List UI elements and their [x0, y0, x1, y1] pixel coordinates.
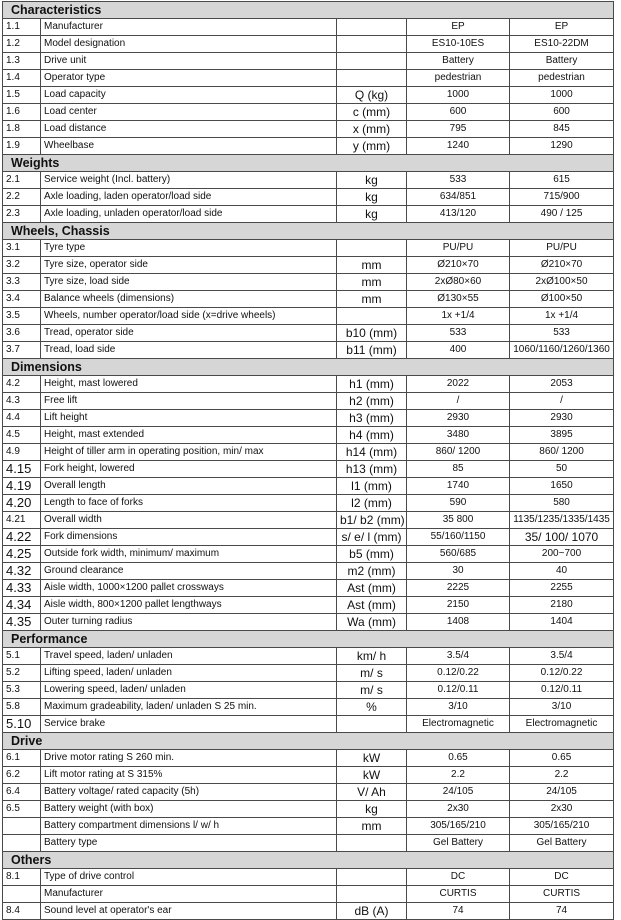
value-es10-10es: 2150: [407, 597, 510, 614]
spec-row: [3, 512, 614, 529]
row-number: 2.3: [3, 206, 41, 223]
row-number: 4.19: [3, 478, 41, 495]
row-number: 3.3: [3, 274, 41, 291]
row-number: [3, 886, 41, 903]
row-unit: h1 (mm): [337, 376, 407, 393]
row-description: Battery weight (with box): [41, 801, 337, 818]
value-es10-10es: 590: [407, 495, 510, 512]
row-unit: [337, 886, 407, 903]
value-es10-10es: 533: [407, 172, 510, 189]
row-number: 5.8: [3, 699, 41, 716]
row-number: 4.4: [3, 410, 41, 427]
row-number: 8.4: [3, 903, 41, 920]
row-description: Free lift: [41, 393, 337, 410]
row-description: Axle loading, laden operator/load side: [41, 189, 337, 206]
row-unit: l1 (mm): [337, 478, 407, 495]
value-es10-22dm: 3895: [510, 427, 614, 444]
row-unit: Q (kg): [337, 87, 407, 104]
row-description: Axle loading, unladen operator/load side: [41, 206, 337, 223]
value-es10-10es: Electromagnetic: [407, 716, 510, 733]
spec-row: [3, 665, 614, 682]
row-description: Lowering speed, laden/ unladen: [41, 682, 337, 699]
row-description: Balance wheels (dimensions): [41, 291, 337, 308]
row-number: 6.5: [3, 801, 41, 818]
spec-row: [3, 818, 614, 835]
value-es10-22dm: 1135/1235/1335/1435: [510, 512, 614, 529]
spec-row: [3, 53, 614, 70]
spec-row: [3, 546, 614, 563]
section-header: [3, 733, 614, 750]
value-es10-10es: 600: [407, 104, 510, 121]
row-unit: [337, 36, 407, 53]
value-es10-22dm: 1x +1/4: [510, 308, 614, 325]
row-description: Model designation: [41, 36, 337, 53]
spec-row: [3, 257, 614, 274]
row-unit: h2 (mm): [337, 393, 407, 410]
row-number: [3, 835, 41, 852]
value-es10-10es: Battery: [407, 53, 510, 70]
row-unit: [337, 240, 407, 257]
value-es10-10es: 3480: [407, 427, 510, 444]
row-number: 1.9: [3, 138, 41, 155]
spec-table: [2, 1, 614, 920]
section-title: Dimensions: [3, 359, 614, 376]
row-unit: kW: [337, 750, 407, 767]
row-description: Tyre type: [41, 240, 337, 257]
spec-row: [3, 427, 614, 444]
value-es10-10es: 413/120: [407, 206, 510, 223]
row-unit: h3 (mm): [337, 410, 407, 427]
section-title: Characteristics: [3, 2, 614, 19]
row-description: Height, mast extended: [41, 427, 337, 444]
value-es10-22dm: 40: [510, 563, 614, 580]
value-es10-22dm: 305/165/210: [510, 818, 614, 835]
section-header: [3, 631, 614, 648]
row-description: Service weight (Incl. battery): [41, 172, 337, 189]
row-description: Fork height, lowered: [41, 461, 337, 478]
spec-row: [3, 580, 614, 597]
row-number: 1.8: [3, 121, 41, 138]
section-title: Weights: [3, 155, 614, 172]
row-unit: m/ s: [337, 682, 407, 699]
row-number: 4.25: [3, 546, 41, 563]
value-es10-22dm: 1650: [510, 478, 614, 495]
row-number: 1.6: [3, 104, 41, 121]
row-unit: [337, 835, 407, 852]
value-es10-22dm: 2255: [510, 580, 614, 597]
value-es10-10es: 533: [407, 325, 510, 342]
row-description: Outer turning radius: [41, 614, 337, 631]
row-description: Ground clearance: [41, 563, 337, 580]
row-unit: kg: [337, 801, 407, 818]
spec-row: [3, 801, 614, 818]
value-es10-22dm: Ø210×70: [510, 257, 614, 274]
spec-row: [3, 597, 614, 614]
row-unit: mm: [337, 818, 407, 835]
spec-sheet: [2, 1, 613, 920]
row-number: 3.5: [3, 308, 41, 325]
row-number: 4.21: [3, 512, 41, 529]
spec-row: [3, 750, 614, 767]
row-number: 1.1: [3, 19, 41, 36]
value-es10-22dm: Battery: [510, 53, 614, 70]
value-es10-10es: 0.12/0.22: [407, 665, 510, 682]
row-description: Tyre size, operator side: [41, 257, 337, 274]
section-title: Performance: [3, 631, 614, 648]
row-unit: mm: [337, 257, 407, 274]
spec-row: [3, 376, 614, 393]
value-es10-10es: EP: [407, 19, 510, 36]
spec-row: [3, 478, 614, 495]
row-unit: Ast (mm): [337, 597, 407, 614]
row-unit: [337, 716, 407, 733]
value-es10-22dm: 24/105: [510, 784, 614, 801]
row-number: 4.33: [3, 580, 41, 597]
value-es10-22dm: 50: [510, 461, 614, 478]
spec-row: [3, 19, 614, 36]
spec-row: [3, 784, 614, 801]
row-unit: kg: [337, 189, 407, 206]
row-unit: h14 (mm): [337, 444, 407, 461]
row-description: Operator type: [41, 70, 337, 87]
value-es10-10es: 85: [407, 461, 510, 478]
spec-row: [3, 716, 614, 733]
row-description: Lift motor rating at S 315%: [41, 767, 337, 784]
row-unit: kg: [337, 206, 407, 223]
value-es10-10es: 560/685: [407, 546, 510, 563]
value-es10-22dm: 715/900: [510, 189, 614, 206]
value-es10-10es: Ø210×70: [407, 257, 510, 274]
row-unit: %: [337, 699, 407, 716]
row-description: Load center: [41, 104, 337, 121]
value-es10-10es: DC: [407, 869, 510, 886]
spec-row: [3, 835, 614, 852]
value-es10-22dm: 0.65: [510, 750, 614, 767]
value-es10-22dm: 1000: [510, 87, 614, 104]
row-description: Battery compartment dimensions l/ w/ h: [41, 818, 337, 835]
row-unit: mm: [337, 274, 407, 291]
value-es10-22dm: 1060/1160/1260/1360: [510, 342, 614, 359]
row-unit: b5 (mm): [337, 546, 407, 563]
spec-row: [3, 104, 614, 121]
row-description: Tread, operator side: [41, 325, 337, 342]
value-es10-10es: 0.65: [407, 750, 510, 767]
value-es10-22dm: 35/ 100/ 1070: [510, 529, 614, 546]
value-es10-22dm: 1290: [510, 138, 614, 155]
row-unit: y (mm): [337, 138, 407, 155]
row-number: 3.4: [3, 291, 41, 308]
row-description: Drive unit: [41, 53, 337, 70]
value-es10-10es: 35 800: [407, 512, 510, 529]
row-description: Outside fork width, minimum/ maximum: [41, 546, 337, 563]
value-es10-22dm: 0.12/0.22: [510, 665, 614, 682]
row-unit: m2 (mm): [337, 563, 407, 580]
value-es10-10es: ES10-10ES: [407, 36, 510, 53]
value-es10-10es: 1000: [407, 87, 510, 104]
row-number: 4.20: [3, 495, 41, 512]
spec-row: [3, 325, 614, 342]
row-unit: s/ e/ l (mm): [337, 529, 407, 546]
value-es10-22dm: CURTIS: [510, 886, 614, 903]
row-unit: [337, 869, 407, 886]
row-description: Lifting speed, laden/ unladen: [41, 665, 337, 682]
value-es10-22dm: 0.12/0.11: [510, 682, 614, 699]
value-es10-22dm: 2xØ100×50: [510, 274, 614, 291]
value-es10-22dm: 3/10: [510, 699, 614, 716]
value-es10-10es: 2x30: [407, 801, 510, 818]
value-es10-22dm: 2.2: [510, 767, 614, 784]
value-es10-22dm: Gel Battery: [510, 835, 614, 852]
value-es10-10es: Gel Battery: [407, 835, 510, 852]
row-unit: V/ Ah: [337, 784, 407, 801]
spec-row: [3, 308, 614, 325]
row-description: Maximum gradeability, laden/ unladen S 25 min.: [41, 699, 337, 716]
spec-row: [3, 410, 614, 427]
value-es10-22dm: 860/ 1200: [510, 444, 614, 461]
row-description: Load distance: [41, 121, 337, 138]
row-description: Lift height: [41, 410, 337, 427]
row-unit: [337, 308, 407, 325]
row-description: Aisle width, 1000×1200 pallet crossways: [41, 580, 337, 597]
value-es10-10es: Ø130×55: [407, 291, 510, 308]
row-number: 8.1: [3, 869, 41, 886]
row-unit: [337, 70, 407, 87]
row-unit: km/ h: [337, 648, 407, 665]
row-number: 5.3: [3, 682, 41, 699]
value-es10-10es: 2.2: [407, 767, 510, 784]
row-unit: kW: [337, 767, 407, 784]
spec-row: [3, 767, 614, 784]
value-es10-10es: 3.5/4: [407, 648, 510, 665]
value-es10-10es: 3/10: [407, 699, 510, 716]
row-unit: b1/ b2 (mm): [337, 512, 407, 529]
value-es10-10es: PU/PU: [407, 240, 510, 257]
row-number: [3, 818, 41, 835]
value-es10-10es: 305/165/210: [407, 818, 510, 835]
row-number: 4.22: [3, 529, 41, 546]
value-es10-22dm: 533: [510, 325, 614, 342]
value-es10-10es: 634/851: [407, 189, 510, 206]
spec-row: [3, 903, 614, 920]
value-es10-22dm: EP: [510, 19, 614, 36]
spec-table-body: [3, 2, 614, 920]
row-number: 4.15: [3, 461, 41, 478]
row-number: 1.4: [3, 70, 41, 87]
row-number: 2.1: [3, 172, 41, 189]
row-number: 6.2: [3, 767, 41, 784]
value-es10-10es: pedestrian: [407, 70, 510, 87]
row-number: 4.5: [3, 427, 41, 444]
row-description: Tyre size, load side: [41, 274, 337, 291]
value-es10-22dm: 845: [510, 121, 614, 138]
spec-row: [3, 87, 614, 104]
value-es10-10es: 1240: [407, 138, 510, 155]
value-es10-22dm: pedestrian: [510, 70, 614, 87]
spec-row: [3, 886, 614, 903]
section-header: [3, 359, 614, 376]
row-unit: dB (A): [337, 903, 407, 920]
row-description: Battery type: [41, 835, 337, 852]
spec-row: [3, 291, 614, 308]
row-description: Drive motor rating S 260 min.: [41, 750, 337, 767]
row-unit: mm: [337, 291, 407, 308]
row-description: Height of tiller arm in operating position, min/ max: [41, 444, 337, 461]
value-es10-10es: 400: [407, 342, 510, 359]
spec-row: [3, 461, 614, 478]
row-description: Manufacturer: [41, 19, 337, 36]
row-number: 6.1: [3, 750, 41, 767]
row-description: Wheelbase: [41, 138, 337, 155]
spec-row: [3, 172, 614, 189]
spec-row: [3, 869, 614, 886]
value-es10-10es: 24/105: [407, 784, 510, 801]
value-es10-22dm: 2930: [510, 410, 614, 427]
row-unit: Ast (mm): [337, 580, 407, 597]
row-unit: x (mm): [337, 121, 407, 138]
spec-row: [3, 138, 614, 155]
spec-row: [3, 614, 614, 631]
row-unit: b11 (mm): [337, 342, 407, 359]
value-es10-22dm: ES10-22DM: [510, 36, 614, 53]
row-description: Length to face of forks: [41, 495, 337, 512]
row-number: 3.6: [3, 325, 41, 342]
row-description: Overall length: [41, 478, 337, 495]
spec-row: [3, 495, 614, 512]
value-es10-22dm: 3.5/4: [510, 648, 614, 665]
value-es10-22dm: 2053: [510, 376, 614, 393]
row-number: 1.5: [3, 87, 41, 104]
value-es10-10es: 0.12/0.11: [407, 682, 510, 699]
value-es10-10es: 1x +1/4: [407, 308, 510, 325]
row-description: Tread, load side: [41, 342, 337, 359]
value-es10-10es: 2022: [407, 376, 510, 393]
value-es10-22dm: 615: [510, 172, 614, 189]
value-es10-22dm: 1404: [510, 614, 614, 631]
value-es10-10es: CURTIS: [407, 886, 510, 903]
value-es10-10es: 860/ 1200: [407, 444, 510, 461]
section-title: Wheels, Chassis: [3, 223, 614, 240]
row-unit: [337, 19, 407, 36]
spec-row: [3, 529, 614, 546]
value-es10-22dm: PU/PU: [510, 240, 614, 257]
spec-row: [3, 699, 614, 716]
row-description: Load capacity: [41, 87, 337, 104]
row-unit: c (mm): [337, 104, 407, 121]
section-title: Others: [3, 852, 614, 869]
row-description: Fork dimensions: [41, 529, 337, 546]
row-description: Sound level at operator's ear: [41, 903, 337, 920]
spec-row: [3, 240, 614, 257]
spec-row: [3, 444, 614, 461]
value-es10-10es: 2xØ80×60: [407, 274, 510, 291]
row-unit: h4 (mm): [337, 427, 407, 444]
value-es10-10es: 74: [407, 903, 510, 920]
value-es10-22dm: 600: [510, 104, 614, 121]
value-es10-10es: 2225: [407, 580, 510, 597]
value-es10-10es: 2930: [407, 410, 510, 427]
row-number: 2.2: [3, 189, 41, 206]
row-unit: Wa (mm): [337, 614, 407, 631]
row-number: 4.2: [3, 376, 41, 393]
value-es10-10es: /: [407, 393, 510, 410]
row-number: 4.35: [3, 614, 41, 631]
value-es10-22dm: Electromagnetic: [510, 716, 614, 733]
section-header: [3, 2, 614, 19]
row-number: 4.9: [3, 444, 41, 461]
value-es10-22dm: DC: [510, 869, 614, 886]
spec-row: [3, 70, 614, 87]
row-number: 1.2: [3, 36, 41, 53]
value-es10-22dm: 580: [510, 495, 614, 512]
spec-row: [3, 563, 614, 580]
row-number: 1.3: [3, 53, 41, 70]
row-number: 5.1: [3, 648, 41, 665]
section-header: [3, 852, 614, 869]
value-es10-22dm: Ø100×50: [510, 291, 614, 308]
spec-row: [3, 36, 614, 53]
spec-row: [3, 274, 614, 291]
row-unit: [337, 53, 407, 70]
row-unit: h13 (mm): [337, 461, 407, 478]
value-es10-22dm: /: [510, 393, 614, 410]
section-header: [3, 155, 614, 172]
row-description: Height, mast lowered: [41, 376, 337, 393]
spec-row: [3, 682, 614, 699]
row-description: Manufacturer: [41, 886, 337, 903]
value-es10-22dm: 74: [510, 903, 614, 920]
value-es10-10es: 1740: [407, 478, 510, 495]
value-es10-22dm: 2x30: [510, 801, 614, 818]
row-number: 3.7: [3, 342, 41, 359]
row-description: Aisle width, 800×1200 pallet lengthways: [41, 597, 337, 614]
row-unit: m/ s: [337, 665, 407, 682]
section-header: [3, 223, 614, 240]
spec-row: [3, 189, 614, 206]
row-description: Overall width: [41, 512, 337, 529]
row-unit: l2 (mm): [337, 495, 407, 512]
row-description: Wheels, number operator/load side (x=drive wheels): [41, 308, 337, 325]
row-description: Type of drive control: [41, 869, 337, 886]
value-es10-22dm: 2180: [510, 597, 614, 614]
value-es10-10es: 795: [407, 121, 510, 138]
value-es10-10es: 30: [407, 563, 510, 580]
row-number: 3.1: [3, 240, 41, 257]
value-es10-10es: 55/160/1150: [407, 529, 510, 546]
row-description: Service brake: [41, 716, 337, 733]
row-number: 4.34: [3, 597, 41, 614]
row-number: 6.4: [3, 784, 41, 801]
spec-row: [3, 342, 614, 359]
row-description: Travel speed, laden/ unladen: [41, 648, 337, 665]
spec-row: [3, 206, 614, 223]
spec-row: [3, 393, 614, 410]
spec-row: [3, 121, 614, 138]
row-number: 3.2: [3, 257, 41, 274]
row-number: 5.10: [3, 716, 41, 733]
row-description: Battery voltage/ rated capacity (5h): [41, 784, 337, 801]
spec-row: [3, 648, 614, 665]
row-number: 5.2: [3, 665, 41, 682]
value-es10-22dm: 490 / 125: [510, 206, 614, 223]
row-unit: b10 (mm): [337, 325, 407, 342]
row-unit: kg: [337, 172, 407, 189]
row-number: 4.3: [3, 393, 41, 410]
row-number: 4.32: [3, 563, 41, 580]
value-es10-10es: 1408: [407, 614, 510, 631]
value-es10-22dm: 200~700: [510, 546, 614, 563]
section-title: Drive: [3, 733, 614, 750]
